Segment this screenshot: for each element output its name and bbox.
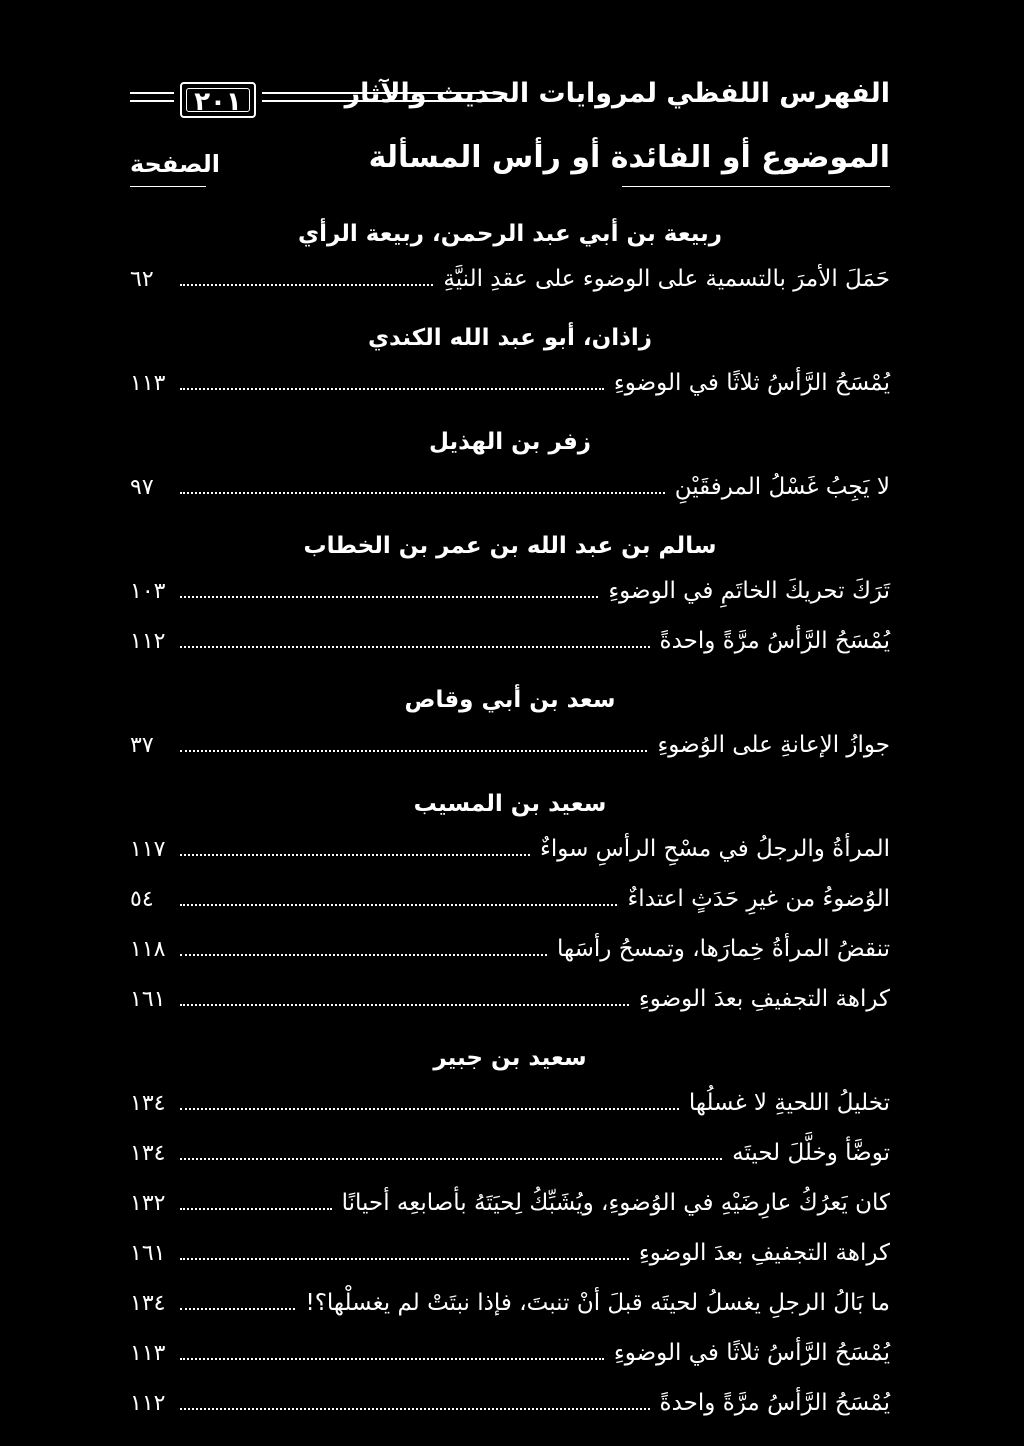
index-entry bbox=[130, 1178, 890, 1228]
dot-leader bbox=[180, 1358, 604, 1360]
entry-title: تَرَكَ تحريكَ الخاتَمِ في الوضوءِ bbox=[608, 578, 890, 604]
narrator-heading: سالم بن عبد الله بن عمر بن الخطاب bbox=[303, 533, 717, 559]
narrator-heading: ربيعة بن أبي عبد الرحمن، ربيعة الرأي bbox=[298, 221, 722, 247]
index-entry bbox=[130, 1228, 890, 1278]
entry-page-number: ١٦١ bbox=[130, 1240, 166, 1266]
entry-page-number: ١١٨ bbox=[130, 936, 166, 962]
topic-header-underline bbox=[622, 186, 890, 187]
entry-page-number: ١١٢ bbox=[130, 1390, 166, 1416]
entry-page-number: ٩٧ bbox=[130, 474, 154, 500]
index-entry bbox=[130, 358, 890, 408]
dot-leader bbox=[180, 1308, 295, 1310]
entry-page-number: ٥٤ bbox=[130, 886, 154, 912]
dot-leader bbox=[180, 1108, 679, 1110]
index-entry bbox=[130, 1128, 890, 1178]
narrator-section bbox=[130, 680, 890, 770]
entry-title: توضَّأ وخلَّلَ لحيتَه bbox=[732, 1140, 890, 1166]
dot-leader bbox=[180, 388, 604, 390]
entry-title: كراهة التجفيفِ بعدَ الوضوءِ bbox=[638, 1240, 890, 1266]
page-column-header: الصفحة bbox=[130, 150, 221, 178]
dot-leader bbox=[180, 1158, 722, 1160]
page-number-box bbox=[180, 82, 256, 118]
narrator-section bbox=[130, 1038, 890, 1428]
narrator-heading: سعيد بن المسيب bbox=[413, 791, 607, 817]
column-headers bbox=[130, 140, 890, 192]
entry-page-number: ١٠٣ bbox=[130, 578, 166, 604]
index-entry bbox=[130, 254, 890, 304]
index-entry bbox=[130, 924, 890, 974]
entry-title: المرأةُ والرجلُ في مسْحِ الرأسِ سواءٌ bbox=[540, 836, 890, 862]
narrator-section bbox=[130, 526, 890, 666]
dot-leader bbox=[180, 1408, 650, 1410]
page-number: ٢٠١ bbox=[194, 87, 242, 117]
entry-title: كان يَعرُكُ عارِضَيْهِ في الوُضوءِ، ويُشَبِّكُ لِحيَتَهُ بأصابعِه أحيانًا bbox=[341, 1190, 890, 1216]
index-entry bbox=[130, 1328, 890, 1378]
topic-column-header: الموضوع أو الفائدة أو رأس المسألة bbox=[368, 140, 890, 175]
entry-page-number: ٣٧ bbox=[130, 732, 154, 758]
page-header-underline bbox=[130, 186, 206, 187]
narrator-section bbox=[130, 422, 890, 512]
header-rule-left bbox=[130, 92, 174, 94]
entry-title: حَمَلَ الأمرَ بالتسمية على الوضوء على عقدِ النيَّةِ bbox=[443, 266, 890, 292]
dot-leader bbox=[180, 596, 598, 598]
entry-title: يُمْسَحُ الرَّأسُ مرَّةً واحدةً bbox=[659, 1390, 890, 1416]
dot-leader bbox=[180, 646, 650, 648]
entry-page-number: ١٦١ bbox=[130, 986, 166, 1012]
dot-leader bbox=[180, 284, 433, 286]
index-entry bbox=[130, 1378, 890, 1428]
index-entry bbox=[130, 824, 890, 874]
entry-page-number: ١١٣ bbox=[130, 370, 166, 396]
dot-leader bbox=[180, 1258, 629, 1260]
dot-leader bbox=[180, 492, 665, 494]
narrator-section bbox=[130, 318, 890, 408]
dot-leader bbox=[180, 750, 647, 752]
header-rule-left-2 bbox=[130, 100, 174, 102]
dot-leader bbox=[180, 904, 617, 906]
entry-title: تخليلُ اللحيةِ لا غسلُها bbox=[688, 1090, 890, 1116]
entry-title: يُمْسَحُ الرَّأسُ مرَّةً واحدةً bbox=[659, 628, 890, 654]
index-entry bbox=[130, 720, 890, 770]
entry-title: لا يَجِبُ غَسْلُ المرفقَيْنِ bbox=[674, 474, 890, 500]
index-entry bbox=[130, 974, 890, 1024]
index-entry bbox=[130, 1078, 890, 1128]
narrator-heading: سعد بن أبي وقاص bbox=[404, 687, 616, 713]
entry-page-number: ١١٧ bbox=[130, 836, 166, 862]
index-entry bbox=[130, 566, 890, 616]
entry-page-number: ١٣٤ bbox=[130, 1090, 166, 1116]
entry-title: جوازُ الإعانةِ على الوُضوءِ bbox=[657, 732, 890, 758]
index-entry bbox=[130, 1278, 890, 1328]
entry-title: يُمْسَحُ الرَّأسُ ثلاثًا في الوضوءِ bbox=[613, 370, 890, 396]
entry-page-number: ١٣٢ bbox=[130, 1190, 166, 1216]
page-header bbox=[130, 78, 890, 134]
entry-title: يُمْسَحُ الرَّأسُ ثلاثًا في الوضوءِ bbox=[613, 1340, 890, 1366]
running-title: الفهرس اللفظي لمروايات الحديث والآثار bbox=[344, 78, 890, 109]
entry-page-number: ١١٣ bbox=[130, 1340, 166, 1366]
narrator-heading: سعيد بن جبير bbox=[433, 1045, 587, 1071]
dot-leader bbox=[180, 954, 547, 956]
narrator-section bbox=[130, 214, 890, 304]
entry-page-number: ٦٢ bbox=[130, 266, 154, 292]
dot-leader bbox=[180, 854, 530, 856]
dot-leader bbox=[180, 1208, 332, 1210]
index-entry bbox=[130, 462, 890, 512]
entry-page-number: ١١٢ bbox=[130, 628, 166, 654]
index-content bbox=[130, 200, 890, 1428]
entry-title: كراهة التجفيفِ بعدَ الوضوءِ bbox=[638, 986, 890, 1012]
entry-page-number: ١٣٤ bbox=[130, 1140, 166, 1166]
narrator-heading: زاذان، أبو عبد الله الكندي bbox=[367, 325, 653, 351]
dot-leader bbox=[180, 1004, 629, 1006]
narrator-heading: زفر بن الهذيل bbox=[428, 429, 592, 455]
entry-title: ما بَالُ الرجلِ يغسلُ لحيتَه قبلَ أنْ تنبتَ، فإذا نبتَتْ لم يغسلْها؟! bbox=[305, 1290, 890, 1316]
index-entry bbox=[130, 874, 890, 924]
entry-title: تنقضُ المرأةُ خِمارَها، وتمسحُ رأسَها bbox=[557, 936, 890, 962]
narrator-section bbox=[130, 784, 890, 1024]
entry-title: الوُضوءُ من غيرِ حَدَثٍ اعتداءٌ bbox=[627, 886, 890, 912]
index-entry bbox=[130, 616, 890, 666]
entry-page-number: ١٣٤ bbox=[130, 1290, 166, 1316]
